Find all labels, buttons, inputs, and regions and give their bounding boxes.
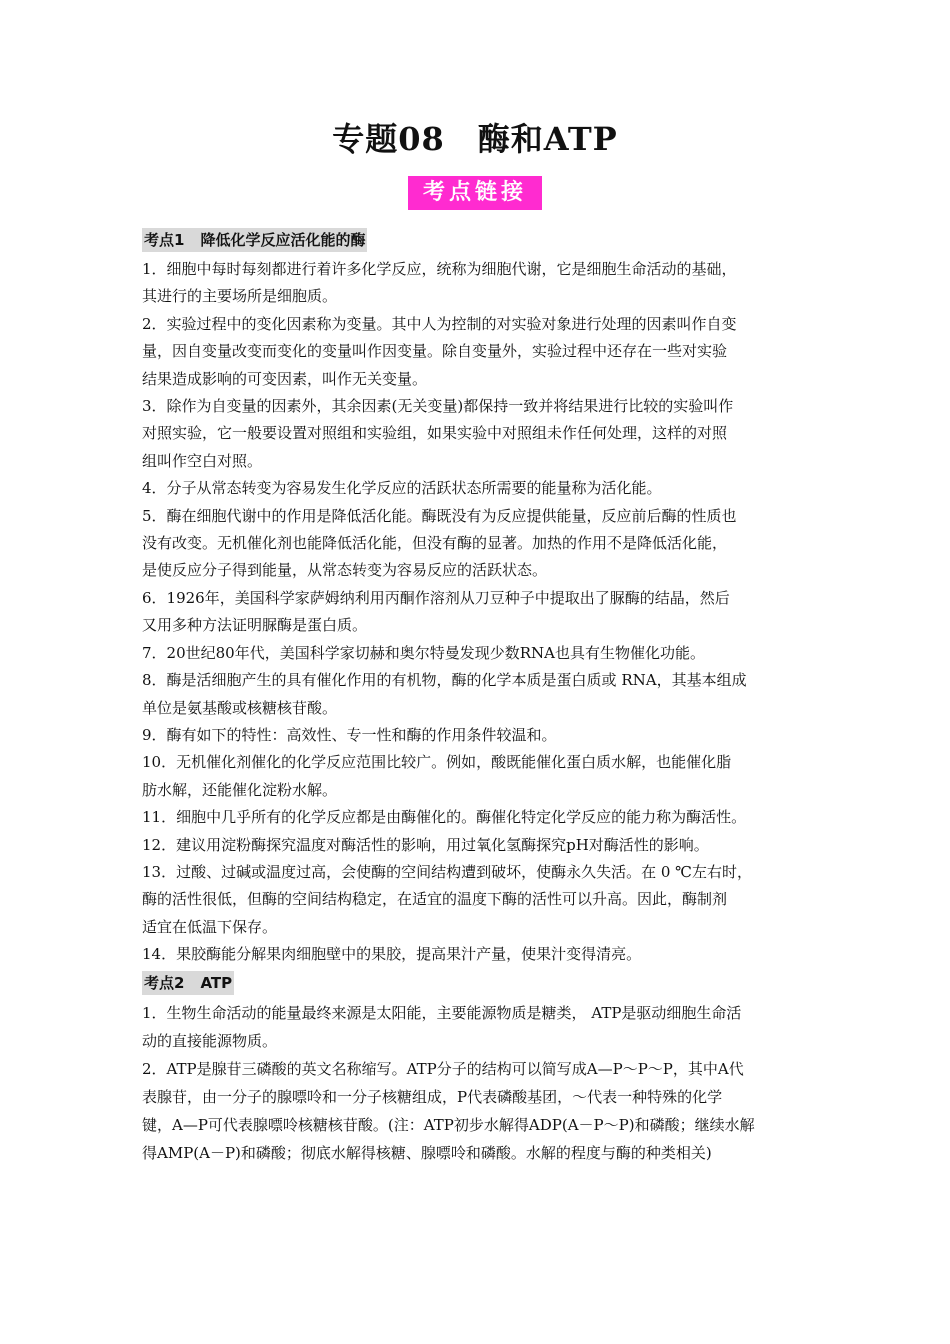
section-2 xyxy=(142,969,812,1167)
paragraph-line: 4．分子从常态转变为容易发生化学反应的活跃状态所需要的能量称为活化能。 xyxy=(142,479,662,498)
paragraph-line: 9．酶有如下的特性：高效性、专一性和酶的作用条件较温和。 xyxy=(142,725,557,744)
numbered-paragraph xyxy=(142,832,812,859)
numbered-paragraph xyxy=(142,256,812,311)
paragraph-line: 组叫作空白对照。 xyxy=(142,451,263,470)
paragraph-line: 动的直接能源物质。 xyxy=(142,1031,278,1050)
paragraph-line: 对照实验，它一般要设置对照组和实验组，如果实验中对照组未作任何处理，这样的对照 xyxy=(142,424,728,443)
paragraph-line: 是使反应分子得到能量，从常态转变为容易反应的活跃状态。 xyxy=(142,561,548,580)
numbered-paragraph xyxy=(142,749,812,804)
section-label: 考点1 xyxy=(144,231,185,249)
paragraph-line: 8．酶是活细胞产生的具有催化作用的有机物，酶的化学本质是蛋白质或 RNA，其基本组成 xyxy=(142,671,747,690)
paragraph-line: 得AMP(A－P)和磷酸；彻底水解得核糖、腺嘌呤和磷酸。水解的程度与酶的种类相关) xyxy=(142,1143,712,1162)
numbered-paragraph xyxy=(142,475,812,502)
numbered-paragraph xyxy=(142,804,812,831)
numbered-paragraph xyxy=(142,1055,812,1167)
section-banner: 考点链接 xyxy=(408,176,542,210)
numbered-paragraph xyxy=(142,941,812,968)
numbered-paragraph xyxy=(142,503,812,585)
paragraph-line: 其进行的主要场所是细胞质。 xyxy=(142,287,338,306)
document-body xyxy=(142,226,812,1167)
section-1 xyxy=(142,226,812,969)
numbered-paragraph xyxy=(142,393,812,475)
page-title: 专题08 酶和ATP xyxy=(332,120,618,158)
paragraph-line: 结果造成影响的可变因素，叫作无关变量。 xyxy=(142,369,428,388)
paragraph-line: 单位是氨基酸或核糖核苷酸。 xyxy=(142,698,338,717)
paragraph-line: 14．果胶酶能分解果肉细胞壁中的果胶，提高果汁产量，使果汁变得清亮。 xyxy=(142,945,642,964)
paragraph-line: 量，因自变量改变而变化的变量叫作因变量。除自变量外，实验过程中还存在一些对实验 xyxy=(142,342,728,361)
paragraph-line: 5．酶在细胞代谢中的作用是降低活化能。酶既没有为反应提供能量，反应前后酶的性质也 xyxy=(142,506,737,525)
paragraph-line: 没有改变。无机催化剂也能降低活化能，但没有酶的显著。加热的作用不是降低活化能， xyxy=(142,534,728,553)
paragraph-line: 2．实验过程中的变化因素称为变量。其中人为控制的对实验对象进行处理的因素叫作自变 xyxy=(142,314,737,333)
paragraph-line: 12．建议用淀粉酶探究温度对酶活性的影响，用过氧化氢酶探究pH对酶活性的影响。 xyxy=(142,835,709,854)
numbered-paragraph xyxy=(142,999,812,1055)
numbered-paragraph xyxy=(142,722,812,749)
paragraph-line: 11．细胞中几乎所有的化学反应都是由酶催化的。酶催化特定化学反应的能力称为酶活性。 xyxy=(142,808,747,827)
paragraph-line: 键，A—P可代表腺嘌呤核糖核苷酸。(注：ATP初步水解得ADP(A－P～P)和磷酸；继续水解 xyxy=(142,1115,755,1134)
section-heading xyxy=(142,228,367,252)
section-heading xyxy=(142,971,234,995)
paragraph-line: 酶的活性很低，但酶的空间结构稳定，在适宜的温度下酶的活性可以升高。因此，酶制剂 xyxy=(142,890,728,909)
paragraph-line: 表腺苷，由一分子的腺嘌呤和一分子核糖组成，P代表磷酸基团，～代表一种特殊的化学 xyxy=(142,1087,723,1106)
section-items xyxy=(142,256,812,969)
paragraph-line: 6．1926年，美国科学家萨姆纳利用丙酮作溶剂从刀豆种子中提取出了脲酶的结晶，然后 xyxy=(142,588,730,607)
numbered-paragraph xyxy=(142,859,812,941)
section-label: 考点2 xyxy=(144,973,185,992)
numbered-paragraph xyxy=(142,311,812,393)
section-items xyxy=(142,999,812,1167)
section-title: 降低化学反应活化能的酶 xyxy=(200,231,366,249)
paragraph-line: 1．生物生命活动的能量最终来源是太阳能，主要能源物质是糖类， ATP是驱动细胞生命活 xyxy=(142,1003,742,1022)
paragraph-line: 2．ATP是腺苷三磷酸的英文名称缩写。ATP分子的结构可以简写成A—P～P～P，其中A代 xyxy=(142,1059,744,1078)
paragraph-line: 肪水解，还能催化淀粉水解。 xyxy=(142,780,338,799)
numbered-paragraph xyxy=(142,667,812,722)
section-title: ATP xyxy=(200,973,233,992)
paragraph-line: 3．除作为自变量的因素外，其余因素(无关变量)都保持一致并将结果进行比较的实验叫作 xyxy=(142,397,734,416)
paragraph-line: 13．过酸、过碱或温度过高，会使酶的空间结构遭到破坏，使酶永久失活。在 0 ℃左右时， xyxy=(142,862,752,881)
paragraph-line: 又用多种方法证明脲酶是蛋白质。 xyxy=(142,616,368,635)
paragraph-line: 适宜在低温下保存。 xyxy=(142,917,278,936)
paragraph-line: 1．细胞中每时每刻都进行着许多化学反应，统称为细胞代谢，它是细胞生命活动的基础， xyxy=(142,260,737,278)
paragraph-line: 10．无机催化剂催化的化学反应范围比较广。例如，酸既能催化蛋白质水解，也能催化脂 xyxy=(142,753,732,772)
numbered-paragraph xyxy=(142,585,812,640)
numbered-paragraph xyxy=(142,640,812,667)
paragraph-line: 7．20世纪80年代，美国科学家切赫和奥尔特曼发现少数RNA也具有生物催化功能。 xyxy=(142,643,705,662)
